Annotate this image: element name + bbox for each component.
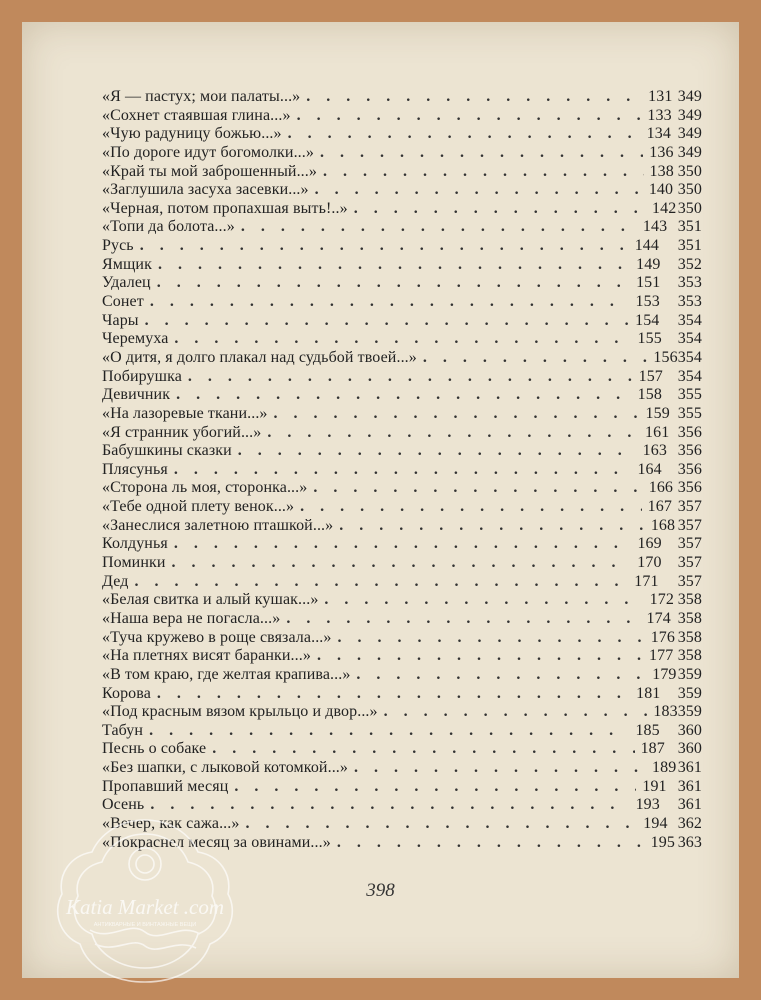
toc-entry-comment-page: 354 (677, 330, 702, 348)
toc-entry-title: Пропавший месяц (102, 777, 229, 795)
toc-entry-page: 169 (637, 535, 662, 553)
toc-entry-title: Табун (102, 721, 144, 739)
toc-entry-title: Поминки (102, 554, 166, 572)
toc-entry-page: 159 (645, 404, 670, 422)
toc-entry-comment-page: 353 (677, 293, 702, 311)
toc-entry-page: 170 (637, 554, 662, 572)
dot-leader (300, 498, 642, 517)
dot-leader (324, 591, 643, 610)
toc-entry-comment-page: 363 (677, 833, 702, 851)
toc-entry-title: «Туча кружево в роще связала...» (102, 628, 332, 646)
toc-entry-title: Сонет (102, 293, 144, 311)
toc-entry-page: 151 (636, 274, 661, 292)
toc-entry-page: 138 (649, 162, 674, 180)
toc-entry-comment-page: 361 (677, 777, 702, 795)
toc-entry-comment-page: 356 (677, 442, 702, 460)
toc-entry-comment-page: 353 (677, 274, 702, 292)
dot-leader (267, 424, 639, 443)
toc-entry-title: «Без шапки, с лыковой котомкой...» (102, 759, 348, 777)
dot-leader (306, 88, 642, 107)
toc-entry (102, 759, 702, 778)
toc-entry-page: 134 (646, 125, 671, 143)
toc-entry-page: 158 (637, 386, 662, 404)
toc-entry-comment-page: 351 (677, 218, 702, 236)
toc-entry-title: «Заглушила засуха засевки...» (102, 181, 309, 199)
toc-entry-title: «Край ты мой заброшенный...» (102, 162, 317, 180)
dot-leader (188, 368, 633, 387)
toc-entry-title: «Под красным вязом крыльцо и двор...» (102, 703, 378, 721)
toc-entry-page: 189 (652, 759, 677, 777)
toc-entry-page: 142 (652, 199, 677, 217)
toc-entry-page: 164 (637, 460, 662, 478)
toc-entry-page: 177 (649, 647, 674, 665)
toc-entry-page: 193 (635, 796, 660, 814)
toc-entry-comment-page: 349 (677, 106, 702, 124)
toc-entry-page: 185 (635, 721, 660, 739)
dot-leader (245, 815, 637, 834)
toc-entry-comment-page: 354 (677, 311, 702, 329)
toc-entry-title: «Занеслися залетною пташкой...» (102, 516, 334, 534)
toc-entry-page: 194 (643, 814, 668, 832)
toc-entry (102, 685, 702, 704)
toc-entry (102, 163, 702, 182)
toc-entry (102, 330, 702, 349)
toc-entry-title: Удалец (102, 274, 151, 292)
watermark-logo-icon (50, 812, 240, 992)
dot-leader (241, 218, 637, 237)
dot-leader (149, 722, 629, 741)
dot-leader (423, 349, 648, 368)
toc-entry-page: 140 (648, 181, 674, 199)
dot-leader (354, 200, 646, 219)
dot-leader (339, 517, 645, 536)
toc-entry-title: «Сторона ль моя, сторонка...» (102, 479, 308, 497)
toc-entry (102, 368, 702, 387)
toc-entry-title: «Покраснел месяц за овинами...» (102, 833, 331, 851)
toc-entry-comment-page: 357 (677, 535, 702, 553)
book-page (22, 22, 739, 978)
toc-entry (102, 740, 702, 759)
dot-leader (337, 834, 645, 853)
toc-entry-title: «На плетнях висят баранки...» (102, 647, 311, 665)
toc-entry-title: Песнь о собаке (102, 740, 207, 758)
dot-leader (297, 107, 642, 126)
toc-entry (102, 778, 702, 797)
dot-leader (238, 442, 637, 461)
toc-entry-comment-page: 352 (677, 255, 702, 273)
toc-entry-comment-page: 361 (677, 759, 702, 777)
dot-leader (145, 312, 629, 331)
toc-entry-comment-page: 357 (677, 554, 702, 572)
dot-leader (384, 703, 648, 722)
toc-entry-comment-page: 357 (677, 572, 702, 590)
toc-entry (102, 88, 702, 107)
toc-entry-page: 171 (634, 572, 659, 590)
toc-entry (102, 200, 702, 219)
toc-entry-title: Плясунья (102, 460, 168, 478)
toc-entry-page: 144 (634, 237, 660, 255)
toc-entry (102, 237, 702, 256)
toc-entry-page: 183 (653, 703, 678, 721)
dot-leader (174, 461, 632, 480)
dot-leader (234, 778, 636, 797)
toc-entry-comment-page: 349 (677, 143, 702, 161)
toc-entry-comment-page: 359 (677, 703, 702, 721)
toc-entry-page: 133 (647, 106, 672, 124)
toc-entry-page: 195 (650, 833, 675, 851)
toc-entry (102, 442, 702, 461)
toc-entry-page: 155 (637, 330, 662, 348)
toc-entry-title: Колдунья (102, 535, 168, 553)
toc-entry-page: 176 (650, 628, 675, 646)
toc-entry-comment-page: 357 (677, 516, 702, 534)
toc-entry-page: 161 (645, 423, 670, 441)
toc-entry-comment-page: 349 (677, 125, 702, 143)
toc-entry-page: 153 (635, 293, 660, 311)
dot-leader (212, 740, 634, 759)
dot-leader (323, 163, 644, 182)
dot-leader (174, 330, 631, 349)
page-number: 398 (366, 880, 395, 901)
toc-entry (102, 647, 702, 666)
toc-entry (102, 535, 702, 554)
dot-leader (274, 405, 640, 424)
toc-entry-comment-page: 355 (677, 386, 702, 404)
toc-entry (102, 405, 702, 424)
toc-entry-title: «Я — пастух; мои палаты...» (102, 88, 301, 105)
toc-entry-title: Бабушкины сказки (102, 442, 232, 460)
toc-entry-comment-page: 350 (677, 199, 702, 217)
toc-entry-comment-page: 356 (677, 460, 702, 478)
toc-entry (102, 218, 702, 237)
dot-leader (157, 685, 630, 704)
toc-entry-comment-page: 359 (677, 665, 702, 683)
toc-entry-comment-page: 356 (677, 479, 702, 497)
toc-entry-title: «Я странник убогий...» (102, 423, 262, 441)
toc-entry (102, 274, 702, 293)
toc-entry-page: 191 (642, 777, 667, 795)
table-of-contents (102, 88, 702, 852)
toc-entry-title: Ямщик (102, 255, 152, 273)
toc-entry-title: «О дитя, я долго плакал над судьбой твоей...» (102, 348, 417, 366)
dot-leader (150, 293, 630, 312)
toc-entry (102, 293, 702, 312)
watermark-tagline: АНТИКВАРНЫЕ И ВИНТАЖНЫЕ ВЕЩИ (93, 922, 197, 928)
toc-entry-comment-page: 350 (677, 162, 702, 180)
toc-entry (102, 517, 702, 536)
toc-entry-comment-page: 360 (677, 740, 702, 758)
dot-leader (172, 554, 632, 573)
toc-entry-title: «Топи да болота...» (102, 218, 235, 236)
dot-leader (356, 666, 646, 685)
toc-entry-comment-page: 355 (677, 404, 702, 422)
dot-leader (315, 181, 643, 200)
toc-entry-page: 168 (650, 516, 676, 534)
toc-entry-title: Черемуха (102, 330, 169, 348)
toc-entry (102, 424, 702, 443)
toc-entry (102, 461, 702, 480)
toc-entry-page: 154 (635, 311, 660, 329)
toc-entry (102, 573, 702, 592)
dot-leader (157, 274, 630, 293)
toc-entry-comment-page: 360 (677, 721, 702, 739)
toc-entry-title: Девичник (102, 386, 171, 404)
dot-leader (176, 386, 632, 405)
toc-entry-title: «В том краю, где желтая крапива...» (102, 665, 351, 683)
dot-leader (320, 144, 643, 163)
dot-leader (317, 647, 643, 666)
toc-entry-comment-page: 358 (677, 647, 702, 665)
toc-entry-title: «Наша вера не погасла...» (102, 609, 281, 627)
toc-entry (102, 722, 702, 741)
toc-entry-page: 174 (646, 609, 671, 627)
watermark-brand: Katia Market .com (65, 895, 225, 919)
dot-leader (354, 759, 646, 778)
toc-entry (102, 498, 702, 517)
toc-entry-title: «Вечер, как сажа...» (102, 814, 240, 832)
toc-entry-title: «По дороге идут богомолки...» (102, 143, 314, 161)
toc-entry (102, 144, 702, 163)
toc-entry-title: «Тебе одной плету венок...» (102, 498, 295, 516)
toc-entry-title: Корова (102, 684, 151, 702)
toc-entry-comment-page: 354 (677, 348, 702, 366)
dot-leader (134, 573, 628, 592)
toc-entry (102, 629, 702, 648)
dot-leader (288, 125, 641, 144)
toc-entry (102, 703, 702, 722)
toc-entry-title: Осень (102, 796, 145, 814)
toc-entry (102, 666, 702, 685)
toc-entry-page: 143 (642, 218, 668, 236)
toc-entry-page: 172 (649, 591, 674, 609)
toc-entry-title: «Сохнет стаявшая глина...» (102, 106, 291, 124)
toc-entry-title: Чары (102, 311, 139, 329)
toc-entry-comment-page: 354 (677, 367, 702, 385)
toc-entry-page: 156 (653, 348, 678, 366)
toc-entry-title: «Черная, потом пропахшая выть!..» (102, 199, 348, 217)
toc-entry-page: 136 (649, 143, 674, 161)
toc-entry (102, 591, 702, 610)
toc-entry-title: Русь (102, 237, 134, 255)
toc-entry (102, 479, 702, 498)
toc-entry-page: 163 (642, 442, 667, 460)
toc-entry-title: «Белая свитка и алый кушак...» (102, 591, 319, 609)
toc-entry-page: 166 (648, 479, 674, 497)
toc-entry-comment-page: 357 (677, 498, 702, 516)
toc-entry-page: 131 (648, 88, 673, 105)
toc-entry-page: 167 (647, 498, 672, 516)
toc-entry-comment-page: 349 (677, 88, 702, 105)
toc-entry-title: «Чую радуницу божью...» (102, 125, 282, 143)
toc-entry-comment-page: 362 (677, 814, 702, 832)
toc-entry-page: 149 (636, 255, 661, 273)
dot-leader (174, 535, 632, 554)
toc-entry-page: 179 (652, 665, 677, 683)
toc-entry (102, 386, 702, 405)
toc-entry-comment-page: 358 (677, 628, 702, 646)
toc-entry-title: Побирушка (102, 367, 182, 385)
toc-entry-title: «На лазоревые ткани...» (102, 404, 268, 422)
toc-entry (102, 181, 702, 200)
toc-entry-comment-page: 358 (677, 609, 702, 627)
dot-leader (313, 479, 642, 498)
dot-leader (158, 256, 630, 275)
toc-entry-title: Дед (102, 572, 129, 590)
toc-entry-page: 181 (636, 684, 661, 702)
toc-entry (102, 256, 702, 275)
toc-entry-comment-page: 351 (677, 237, 702, 255)
toc-entry (102, 610, 702, 629)
dot-leader (140, 237, 629, 256)
dot-leader (338, 629, 645, 648)
toc-entry-page: 187 (640, 740, 665, 758)
toc-entry-comment-page: 361 (677, 796, 702, 814)
toc-entry (102, 554, 702, 573)
toc-entry (102, 125, 702, 144)
toc-entry-comment-page: 356 (677, 423, 702, 441)
toc-entry (102, 312, 702, 331)
toc-entry (102, 349, 702, 368)
toc-entry-comment-page: 350 (677, 181, 702, 199)
toc-entry-page: 157 (638, 367, 663, 385)
toc-entry (102, 107, 702, 126)
toc-entry-comment-page: 359 (677, 684, 702, 702)
dot-leader (286, 610, 640, 629)
toc-entry-comment-page: 358 (677, 591, 702, 609)
